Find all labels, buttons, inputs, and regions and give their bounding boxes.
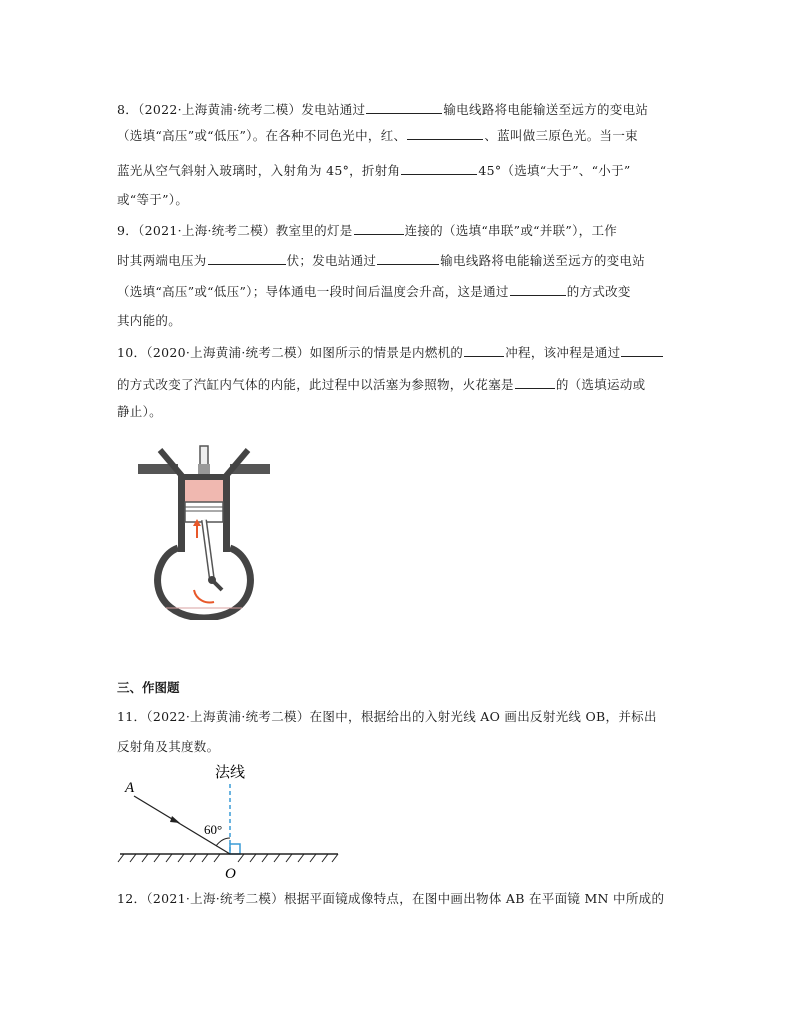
q12-line-1: 12．（2021·上海·统考二模）根据平面镜成像特点，在图中画出物体 AB 在平面镜 MN 中所成的 [117,891,665,906]
q9-blank-4[interactable] [510,282,566,296]
section-title: 三、作图题 [117,680,180,695]
q8-blank-2[interactable] [407,126,483,140]
cylinder-wall-left [178,474,185,552]
piston [185,502,223,522]
mirror-hatching [118,854,338,862]
point-o-label: O [225,866,236,882]
right-angle-marker [230,844,240,854]
cylinder-wall-right [223,474,230,552]
q8-line-3: 蓝光从空气斜射入玻璃时，入射角为 45°，折射角 45°（选填“大于”、“小于” [117,163,631,178]
crank-arm [212,580,222,590]
compressed-gas [185,480,223,502]
q9-blank-1[interactable] [354,221,404,235]
q8-line-4: 或“等于”）。 [117,192,189,207]
angle-arc [216,838,230,846]
q10-line-2: 的方式改变了汽缸内气体的内能，此过程中以活塞为参照物，火花塞是 的（选填运动或 [117,377,646,392]
q10-blank-1[interactable] [464,343,504,357]
q9-blank-2[interactable] [208,251,286,265]
q10-blank-2[interactable] [621,343,663,357]
q9-line-1: 9．（2021·上海·统考二模）教室里的灯是 连接的（选填“串联”或“并联”），工作 [117,223,618,238]
normal-label: 法线 [214,765,246,781]
q11-line-2: 反射角及其度数。 [117,739,220,754]
q9-line-4: 其内能的。 [117,313,182,328]
q8-blank-3[interactable] [401,161,477,175]
engine-cylinder-figure [138,440,270,620]
reflection-figure [116,760,346,884]
q8-line-1: 8．（2022·上海黄浦·统考二模）发电站通过 输电线路将电能输送至远方的变电站 [117,102,649,117]
ray-arrow-icon [170,816,180,823]
q8-blank-1[interactable] [366,100,442,114]
point-a-label: A [125,780,135,796]
q9-blank-3[interactable] [377,251,439,265]
rotation-arrow-icon [194,590,214,603]
q11-line-1: 11．（2022·上海黄浦·统考二模）在图中，根据给出的入射光线 AO 画出反射光线 OB，并标出 [117,709,657,724]
q10-blank-3[interactable] [515,375,555,389]
q9-line-3: （选填“高压”或“低压”）；导体通电一段时间后温度会升高，这是通过 的方式改变 [117,284,631,299]
cylinder-head [178,474,230,480]
q8-line-2: （选填“高压”或“低压”）。在各种不同色光中，红、 、蓝叫做三原色光。当一束 [117,128,638,143]
angle-label: 60° [204,822,223,837]
q10-line-1: 10．（2020·上海黄浦·统考二模）如图所示的情景是内燃机的 冲程，该冲程是通过 [117,343,664,362]
q10-line-3: 静止）。 [117,404,162,419]
q9-line-2: 时其两端电压为 伏；发电站通过 输电线路将电能输送至远方的变电站 [117,253,646,268]
spark-plug-base [198,464,210,474]
